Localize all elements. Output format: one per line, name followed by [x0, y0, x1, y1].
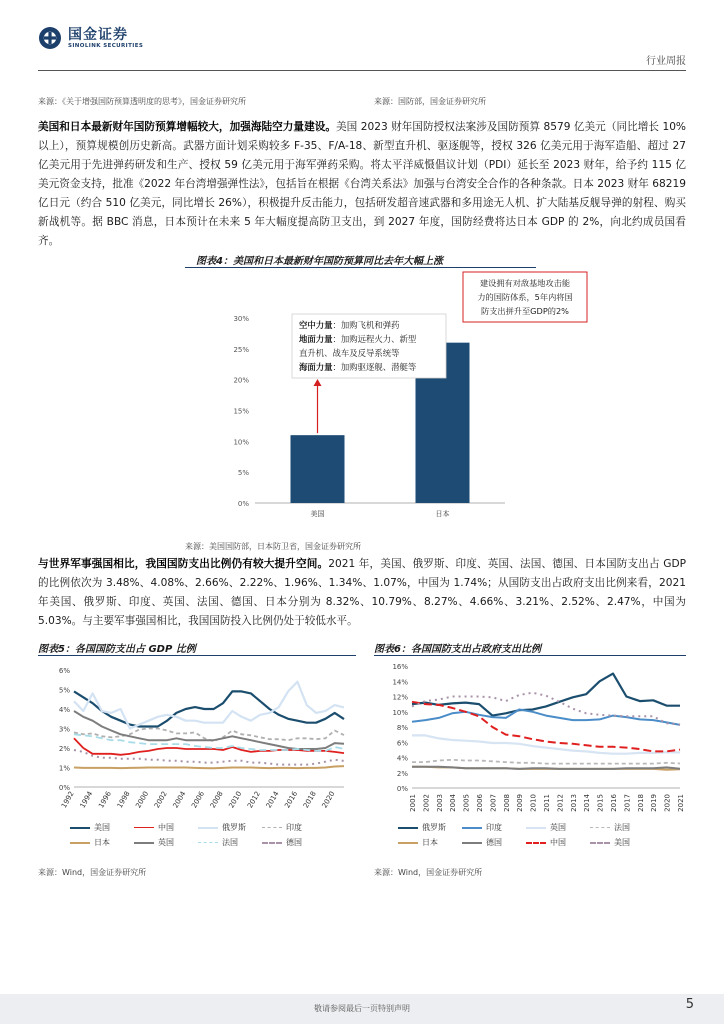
- figure6-series-line: [412, 702, 680, 752]
- figure6-legend-item: [398, 837, 438, 848]
- figure6-legend-swatch: [590, 827, 610, 828]
- figure6-xtick-label: 2007: [489, 794, 498, 812]
- figure5-legend-label: 德国: [286, 838, 302, 847]
- figure5-legend-swatch: [262, 842, 282, 844]
- figure6-legend-item: [526, 822, 566, 833]
- figure5-xtick-label: 2006: [190, 790, 207, 810]
- figure5-ytick-label: 0%: [58, 784, 70, 792]
- figure5-legend-swatch: [70, 827, 90, 829]
- figure4-title: 图表4：美国和日本最新财年国防预算同比去年大幅上涨: [196, 256, 443, 267]
- figure4-jp-annotation-line: 力的国防体系，5年内将国: [477, 292, 573, 302]
- figure5-legend-item: [262, 822, 302, 833]
- figure6-ytick-label: 0%: [396, 785, 408, 793]
- sinolink-logo-icon: [38, 26, 62, 50]
- figure5-ytick-label: 3%: [58, 725, 70, 734]
- figure6-xtick-label: 2010: [529, 794, 538, 812]
- figure5-legend-label: 日本: [94, 838, 110, 847]
- figure5-legend-swatch: [134, 827, 154, 828]
- figure5-legend-item: [70, 837, 110, 848]
- company-logo: [38, 26, 143, 50]
- figure5-ytick-label: 5%: [58, 686, 70, 695]
- figure4-ytick-label: 20%: [233, 376, 249, 385]
- figure5-ytick-label: 6%: [58, 667, 70, 675]
- figure5-ytick-label: 2%: [58, 745, 70, 753]
- figure6-ytick-label: 6%: [396, 739, 408, 748]
- paragraph-lead: 与世界军事强国相比，我国国防支出比例仍有较大提升空间。: [38, 558, 329, 570]
- figure5-ytick-label: 1%: [58, 764, 70, 773]
- figure5-xtick-label: 2012: [246, 790, 262, 810]
- figure6-legend-item: [462, 837, 502, 848]
- logo-chinese-name: 国金证券: [68, 26, 128, 43]
- figure5-legend-swatch: [70, 842, 90, 844]
- figure6-legend-label: 英国: [550, 823, 566, 832]
- figure6-legend-swatch: [526, 827, 546, 829]
- figure4-jp-annotation-line: 防支出拼升至GDP的2%: [481, 306, 569, 316]
- figure6-series-line: [412, 767, 680, 769]
- figure6-title: 图表6：各国国防支出占政府支出比例: [374, 644, 541, 655]
- figure6-legend-label: 德国: [486, 838, 502, 847]
- figure6-xtick-label: 2005: [462, 794, 471, 812]
- figure6-xtick-label: 2008: [502, 794, 511, 812]
- figure5-legend-label: 俄罗斯: [222, 823, 246, 832]
- figure6-series-line: [412, 760, 680, 764]
- figure4-us-annotation-label: 地面力量: [299, 334, 333, 344]
- figure6-legend-swatch: [462, 827, 482, 829]
- figure5-ytick-label: 4%: [58, 706, 70, 714]
- paragraph-defense-ratio: [38, 555, 686, 631]
- figure6-legend-label: 日本: [422, 838, 438, 847]
- figure4-ytick-label: 30%: [233, 315, 249, 323]
- figure4-ytick-label: 0%: [237, 500, 249, 508]
- figure5-legend-label: 印度: [286, 823, 302, 832]
- figure6-legend: [398, 822, 688, 856]
- figure4-us-annotation-text: ：加购远程火力、新型: [332, 334, 417, 344]
- figure6-ytick-label: 14%: [392, 678, 408, 687]
- figure6-xtick-label: 2016: [610, 794, 618, 812]
- figure6-xtick-label: 2012: [556, 794, 565, 812]
- figure5-source: 来源：Wind，国金证券研究所: [38, 868, 147, 877]
- paragraph-body: 美国 2023 财年国防授权法案涉及国防预算 8579 亿美元（同比增长 10%以上），预算规模创历史新高。武器方面计划采购较多 F-35、F/A-18、新型直升机、驱逐舰等，授权 326 亿美元用于海军造船、超过 27 亿美元用于先进弹药研发和生产、授权 59 亿美元用于海军弹药采购。将太平洋威慑倡议计划（PDI）延长至 2023 财年，给予约 115 亿美元资金支持，批准《2022 年台湾增强弹性法》，包括旨在根据《台湾关系法》加强与台湾安全合作的各种条款。日本 2023 财年 68219 亿日元（约合 510 亿美元，同比增长 26%），积极提升反击能力，包括研发超音速武器和多用途无人机、扩大陆基反舰导弹的射程、购买新战机等。据 BBC 消息，日本预计在未来 5 年大幅度提高防卫支出，到 2027 年度，国防经费将达日本 GDP 的 2%，向北约成员国看齐。: [38, 121, 686, 247]
- figure6-xtick-label: 2006: [476, 794, 484, 812]
- figure4-us-annotation-text: ：加购驱逐舰、潜艇等: [332, 362, 417, 372]
- page-number: 5: [685, 997, 694, 1012]
- figure5-xtick-label: 2016: [283, 790, 300, 810]
- figure6-legend-swatch: [590, 842, 610, 844]
- figure4-chart: [185, 268, 573, 536]
- figure5-legend-label: 英国: [158, 838, 174, 847]
- figure6-xtick-label: 2015: [596, 794, 605, 812]
- logo-english-name: SINOLINK SECURITIES: [68, 42, 144, 49]
- figure6-xtick-label: 2014: [583, 794, 592, 812]
- figure6-legend-swatch: [398, 842, 418, 844]
- figure5-legend-item: [134, 822, 174, 833]
- paragraph-body: 2021 年，美国、俄罗斯、印度、英国、法国、德国、日本国防支出占 GDP 的比例依次为 3.48%、4.08%、2.66%、2.22%、1.96%、1.34%、1.07%，中国为 1.74%；从国防支出占政府支出比例来看，2021 年美国、俄罗斯、印度、英国、法国、德国、日本分别为 8.32%、10.79%、8.27%、4.66%、3.21%、2.52%、2.47%，中国为 5.03%。与主要军事强国相比，我国国防投入比例仍处于较低水平。: [38, 558, 687, 627]
- figure6-xtick-label: 2020: [663, 794, 672, 812]
- figure6-legend-item: [526, 837, 566, 848]
- figure5-series-line: [74, 750, 344, 765]
- figure5-xtick-label: 2018: [301, 790, 318, 810]
- figure6-legend-swatch: [462, 842, 482, 844]
- figure4-us-annotation-label: 空中力量: [299, 320, 333, 330]
- figure4-us-annotation-line: [299, 320, 400, 330]
- figure5-legend-swatch: [262, 827, 282, 828]
- figure5-legend-swatch: [198, 842, 218, 843]
- figure6-xtick-label: 2021: [677, 794, 685, 812]
- figure6-ytick-label: 12%: [392, 693, 408, 702]
- figure6-source: 来源：Wind，国金证券研究所: [374, 868, 483, 877]
- figure6-legend-swatch: [526, 842, 546, 844]
- figure5-legend-swatch: [134, 842, 154, 844]
- figure5-xtick-label: 2014: [264, 790, 281, 810]
- paragraph-lead: 美国和日本最新财年国防预算增幅较大，加强海陆空力量建设。: [38, 121, 337, 133]
- figure6-ytick-label: 8%: [396, 724, 408, 732]
- figure5-legend-swatch: [198, 827, 218, 829]
- figure6-series-line: [412, 674, 680, 716]
- figure6-ytick-label: 2%: [396, 769, 408, 778]
- figure6-legend-item: [590, 837, 630, 848]
- figure6-xtick-label: 2013: [569, 794, 578, 812]
- figure6-xtick-label: 2018: [636, 794, 645, 812]
- figure5-legend-label: 美国: [94, 823, 110, 832]
- figure4-us-annotation-line: [298, 362, 417, 372]
- figure6-xtick-label: 2009: [516, 794, 525, 812]
- figure4-us-annotation-line: [299, 334, 417, 344]
- figure5-legend-item: [198, 837, 238, 848]
- figure4-bar: [291, 435, 345, 503]
- figure5-legend-label: 法国: [222, 838, 238, 847]
- figure6-series-line: [412, 735, 680, 753]
- figure6-legend-label: 中国: [550, 838, 566, 847]
- figure5-legend-item: [198, 822, 246, 833]
- figure5-xtick-label: 2010: [227, 790, 244, 810]
- figure6-legend-label: 法国: [614, 823, 630, 832]
- figure4-us-annotation-line: [299, 348, 400, 358]
- figure6-xtick-label: 2011: [543, 794, 551, 812]
- figure6-xtick-label: 2017: [623, 794, 632, 812]
- figure6-xtick-label: 2004: [449, 794, 458, 812]
- figure5-legend-label: 中国: [158, 823, 174, 832]
- figure5-xtick-label: 1994: [78, 790, 95, 810]
- figure6-legend-item: [590, 822, 630, 833]
- figure5-series-line: [74, 766, 344, 768]
- figure4-us-annotation-text: ：加购飞机和弹药: [332, 320, 400, 330]
- figure5-legend-item: [70, 822, 110, 833]
- figure4-us-annotation-label: 海面力量: [299, 362, 333, 372]
- figure6-ytick-label: 16%: [392, 663, 408, 671]
- figure6-legend-swatch: [398, 827, 418, 829]
- figure6-xtick-label: 2001: [409, 794, 417, 812]
- figure6-xtick-label: 2003: [435, 794, 444, 812]
- source-note-right: 来源：国防部，国金证券研究所: [374, 97, 486, 106]
- source-note-left: 来源：《关于增强国防预算透明度的思考》，国金证券研究所: [38, 97, 246, 106]
- figure6-legend-label: 印度: [486, 823, 502, 832]
- header-divider: [38, 70, 686, 71]
- figure4-ytick-label: 15%: [233, 407, 249, 416]
- footer-disclaimer: 敬请参阅最后一页特别声明: [314, 1004, 410, 1013]
- figure6-xtick-label: 2002: [422, 794, 431, 812]
- paragraph-budget-us-japan: [38, 118, 686, 251]
- figure6-legend-item: [462, 822, 502, 833]
- figure5-legend-item: [134, 837, 174, 848]
- figure4-source: 来源：美国国防部，日本防卫省，国金证券研究所: [185, 542, 361, 551]
- figure5-xtick-label: 2008: [208, 790, 225, 810]
- figure6-ytick-label: 10%: [392, 708, 408, 717]
- figure4-ytick-label: 5%: [237, 469, 249, 478]
- figure4-jp-annotation-line: 建设拥有对敌基地攻击能: [479, 278, 571, 288]
- figure6-legend-item: [398, 822, 446, 833]
- figure6-legend-label: 俄罗斯: [422, 823, 446, 832]
- figure5-xtick-label: 1992: [59, 790, 76, 810]
- figure4-xtick-label: 日本: [435, 510, 450, 518]
- figure4-us-arrowhead: [314, 379, 322, 386]
- figure5-series-line: [74, 711, 344, 749]
- figure5-xtick-label: 2002: [152, 790, 169, 810]
- figure5-legend: [70, 822, 360, 856]
- figure5-xtick-label: 1998: [115, 790, 132, 810]
- figure5-xtick-label: 2020: [320, 790, 337, 810]
- figure6-legend-label: 美国: [614, 838, 630, 847]
- figure5-xtick-label: 1996: [97, 790, 113, 810]
- figure4-ytick-label: 25%: [233, 345, 249, 354]
- figure6-xtick-label: 2019: [650, 794, 659, 812]
- figure4-us-annotation-text: 直升机、战车及反导系统等: [299, 348, 400, 358]
- figure4-xtick-label: 美国: [310, 510, 325, 518]
- figure4-ytick-label: 10%: [233, 438, 249, 447]
- figure5-xtick-label: 2000: [134, 790, 151, 810]
- document-type: 行业周报: [646, 56, 686, 67]
- figure5-legend-item: [262, 837, 302, 848]
- figure5-title: 图表5：各国国防支出占 GDP 比例: [38, 644, 196, 655]
- figure6-ytick-label: 4%: [396, 754, 408, 763]
- figure5-xtick-label: 2004: [171, 790, 188, 810]
